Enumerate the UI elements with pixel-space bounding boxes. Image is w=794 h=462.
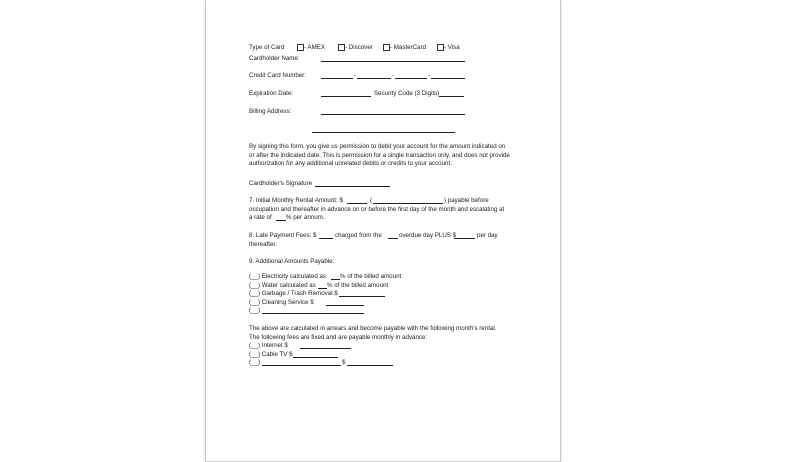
form-page — [205, 0, 561, 462]
card-number-field-1[interactable] — [321, 78, 353, 79]
card-number-label: Credit Card Number: — [249, 72, 307, 79]
cardholder-name-field[interactable] — [321, 61, 465, 62]
amex-checkbox[interactable] — [297, 44, 304, 51]
internet-item: (__) Internet $ — [249, 342, 288, 349]
card-type-label: Type of Card — [249, 44, 285, 51]
other-fixed-item: (__) — [249, 359, 261, 366]
additional-amounts-title: 9. Additional Amounts Payable: — [249, 258, 335, 265]
escalation-rate-field[interactable] — [276, 220, 286, 221]
card-number-dash: - — [354, 72, 357, 79]
security-code-label: Security Code (3 Digits) — [374, 90, 440, 97]
billing-address-label: Billing Address: — [249, 108, 292, 115]
escalation-unit: % per annum. — [286, 214, 325, 221]
security-code-field[interactable] — [439, 96, 464, 97]
cleaning-item: (__) Cleaning Service $ — [249, 298, 314, 306]
discover-label: - Discover — [345, 44, 373, 51]
cleaning-amount-field[interactable] — [326, 305, 364, 306]
late-fee-charged: charged from the — [335, 232, 382, 239]
electricity-item: (__) Electricity calculated as — [249, 273, 327, 280]
garbage-amount-field[interactable] — [339, 296, 385, 297]
rental-amount-words-field[interactable] — [373, 203, 443, 204]
late-fee-line2: thereafter. — [249, 240, 277, 248]
late-fee-label: 8. Late Payment Fees: $ — [249, 232, 317, 239]
visa-checkbox[interactable] — [437, 44, 444, 51]
cable-tv-amount-field[interactable] — [293, 357, 338, 358]
billing-address-field-2[interactable] — [312, 132, 455, 133]
arrears-text-line: The above are calculated in arrears and become payable with the following month's rental. — [249, 325, 497, 332]
authorization-text-line: By signing this form, you give us permission to debit your account for the amount indicated on — [249, 143, 506, 150]
late-fee-plus: overdue day PLUS $ — [399, 232, 457, 239]
rental-amount-line2: occupation and thereafter in advance on or before the first day of the month and escalating at — [249, 205, 505, 213]
mastercard-label: - MasterCard — [390, 44, 427, 51]
card-number-dash: - — [392, 72, 395, 79]
internet-amount-field[interactable] — [300, 348, 351, 349]
amex-label: - AMEX — [304, 44, 325, 51]
other-item-field[interactable] — [262, 313, 364, 314]
authorization-text-line: or after the indicated date. This is permission for a single transaction only, and does not provide — [249, 151, 510, 159]
card-number-dash: - — [428, 72, 431, 79]
card-number-field-2[interactable] — [357, 78, 391, 79]
electricity-percent-field[interactable] — [331, 279, 340, 280]
late-fee-field[interactable] — [319, 238, 333, 239]
rental-amount-tail: ) payable before — [444, 197, 489, 204]
rental-amount-label: 7. Initial Monthly Rental Amount: $ — [249, 197, 343, 204]
water-item-tail: % of the billed amount — [327, 281, 389, 289]
other-item: (__) — [249, 307, 261, 314]
other-fixed-description-field[interactable] — [262, 365, 341, 366]
expiration-label: Expiration Date: — [249, 90, 294, 97]
visa-label: - Visa — [444, 44, 460, 51]
signature-field[interactable] — [315, 186, 390, 187]
electricity-item-tail: % of the billed amount — [340, 273, 402, 280]
expiration-field[interactable] — [321, 96, 371, 97]
late-fee-per-day: per day — [477, 232, 498, 239]
arrears-text-line: The following fees are fixed and are payable monthly in advance: — [249, 333, 428, 341]
cardholder-name-label: Cardholder Name: — [249, 55, 300, 62]
overdue-day-field[interactable] — [388, 238, 398, 239]
rental-amount-field[interactable] — [347, 203, 367, 204]
other-fixed-amount-field[interactable] — [347, 365, 393, 366]
signature-label: Cardholder's Signature — [249, 180, 313, 187]
discover-checkbox[interactable] — [338, 44, 345, 51]
card-number-field-4[interactable] — [431, 78, 465, 79]
water-percent-field[interactable] — [318, 288, 327, 289]
water-item: (__) Water calculated as — [249, 281, 316, 289]
authorization-text-line: authorization for any additional unrelated debits or credits to your account. — [249, 160, 452, 167]
card-number-field-3[interactable] — [395, 78, 427, 79]
daily-fee-field[interactable] — [454, 238, 475, 239]
billing-address-field-1[interactable] — [321, 114, 465, 115]
garbage-item: (__) Garbage / Trash Removal $ — [249, 290, 338, 297]
cable-tv-item: (__) Cable TV $ — [249, 350, 293, 358]
rental-amount-paren-open: ( — [370, 197, 373, 204]
other-fixed-dollar: $ — [342, 359, 346, 366]
escalation-label: a rate of — [249, 214, 272, 221]
mastercard-checkbox[interactable] — [383, 44, 390, 51]
